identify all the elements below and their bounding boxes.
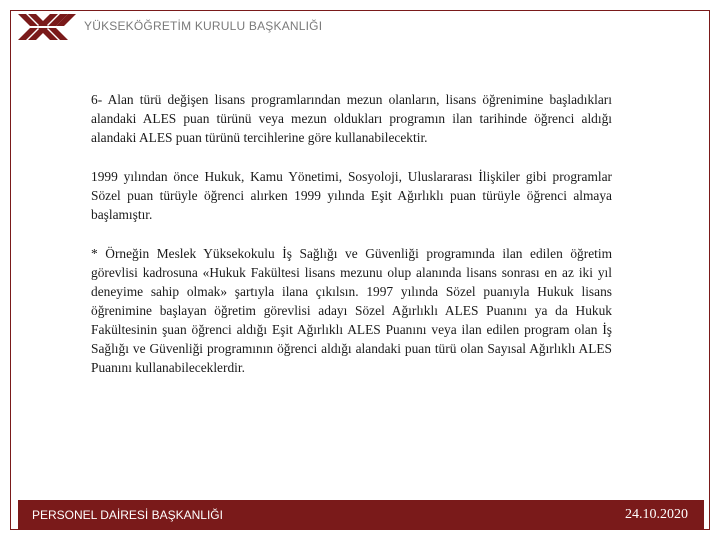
paragraph: 1999 yılından önce Hukuk, Kamu Yönetimi, Sosyoloji, Uluslararası İlişkiler gibi programlar Sözel puan türüyle öğrenci alırken 1999 yılında Eşit Ağırlıklı puan türüyle öğrenci almaya başlamıştır.	[91, 169, 612, 222]
org-title: YÜKSEKÖĞRETİM KURULU BAŞKANLIĞI	[84, 19, 323, 33]
footer-date: 24.10.2020	[625, 507, 688, 522]
footer-department: PERSONEL DAİRESİ BAŞKANLIĞI	[32, 508, 223, 522]
yok-logo-icon	[16, 12, 78, 42]
paragraph: 6- Alan türü değişen lisans programlarından mezun olanların, lisans öğrenimine başladıkları alandaki ALES puan türünü veya mezun oldukları programın ilan tarihinde öğrenci aldığı alandaki ALES puan türünü tercihlerine göre kullanabilecektir.	[91, 92, 612, 145]
paragraph: * Örneğin Meslek Yüksekokulu İş Sağlığı ve Güvenliği programında ilan edilen öğretim görevlisi kadrosuna «Hukuk Fakültesi lisans mezunu olup alanında lisans sonrası en az iki yıl deneyime sahip olmak» şartıyla ilana çıkılsın. 1997 yılında Sözel puanıyla Hukuk lisans öğrenimine başlayan öğretim görevlisi adayı Sözel Ağırlıklı ALES Puanını ya da Hukuk Fakültesinin şuan öğrenci aldığı Eşit Ağırlıklı ALES Puanını veya ilan edilen program olan İş Sağlığı ve Güvenliği programının öğrenci aldığı alandaki puan türü olan Sayısal Ağırlıklı ALES Puanını kullanabileceklerdir.	[91, 246, 612, 375]
slide-content	[91, 90, 612, 397]
footer-bar	[18, 500, 704, 530]
